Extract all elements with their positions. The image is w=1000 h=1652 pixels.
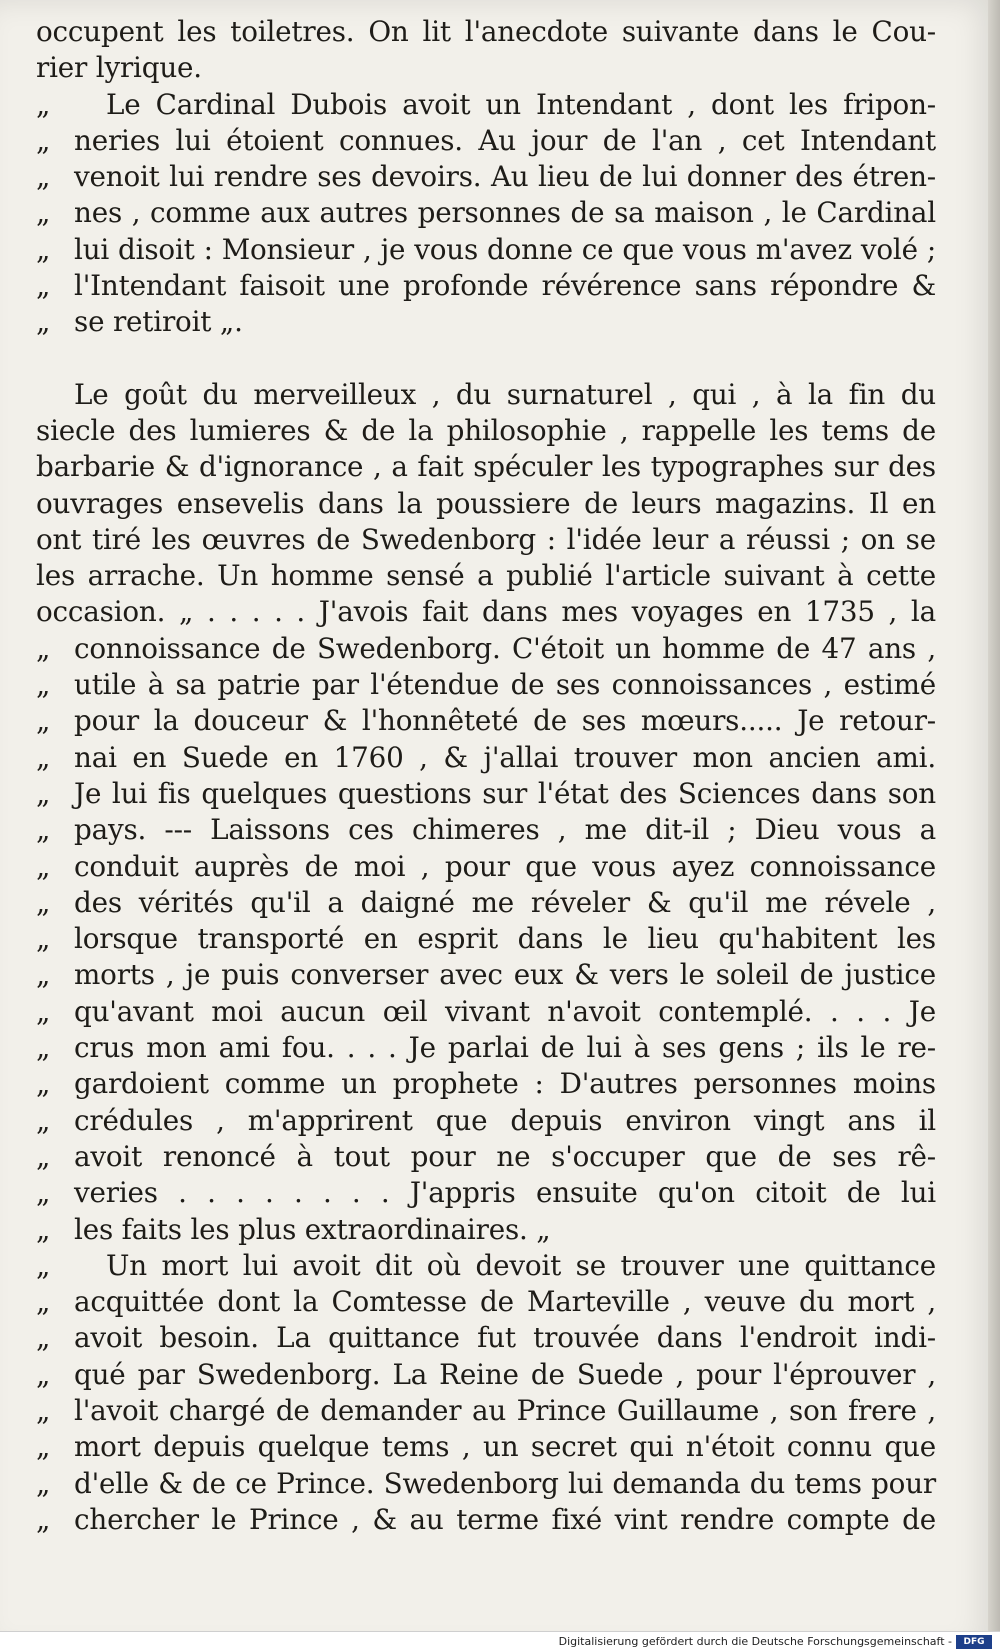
text-line [36,594,936,630]
line-text: pays. --- Laissons ces chimeres , me dit-il ; Dieu vous a [74,813,936,847]
quote-mark: „ [36,269,51,303]
line-text: qué par Swedenborg. La Reine de Suede , pour l'éprouver , [74,1357,936,1391]
text-line [36,1357,936,1393]
quote-mark: „ [36,87,51,121]
quote-mark: „ [36,631,51,665]
line-text: pour la douceur & l'honnêteté de ses mœurs..... Je retour- [74,704,936,738]
line-text: occupent les toiletres. On lit l'anecdote suivante dans le Cou- [36,15,936,48]
quote-mark: „ [36,1212,51,1246]
line-text: venoit lui rendre ses devoirs. Au lieu de lui donner des étren- [74,160,936,194]
quote-mark: „ [36,813,51,847]
line-text: l'Intendant faisoit une profonde révérence sans répondre & [74,269,936,303]
text-line [36,522,936,558]
quote-mark: „ [36,668,51,702]
line-text: chercher le Prince , & au terme fixé vint rendre compte de [74,1502,936,1536]
page-edge-shadow [988,0,1000,1651]
text-line [36,449,936,485]
quote-mark: „ [36,305,51,339]
footer-credit-text: Digitalisierung gefördert durch die Deutsche Forschungsgemeinschaft - [558,1635,952,1648]
text-line [36,558,936,594]
line-text: neries lui étoient connues. Au jour de l'an , cet Intendant [74,123,936,157]
page-text-block [36,14,936,1538]
quote-mark: „ [36,740,51,774]
quote-mark: „ [36,160,51,194]
text-line [36,123,936,159]
quote-mark: „ [36,196,51,230]
line-text: mort depuis quelque tems , un secret qui n'étoit connu que [74,1430,936,1464]
line-text: rier lyrique. [36,51,202,85]
text-line [36,703,936,739]
text-line [36,377,936,413]
text-line [36,14,936,50]
line-text: siecle des lumieres & de la philosophie , rappelle les tems de [36,413,936,447]
text-line [36,849,936,885]
text-line [36,776,936,812]
line-text: occasion. „ . . . . . J'avois fait dans mes voyages en 1735 , la [36,595,936,629]
line-text: lui disoit : Monsieur , je vous donne ce que vous m'avez volé ; [74,232,936,266]
line-text: se retiroit „. [74,305,243,339]
quote-mark: „ [36,849,51,883]
quote-mark: „ [36,776,51,810]
line-text: avoit renoncé à tout pour ne s'occuper que de ses rê- [74,1139,936,1173]
text-line [36,195,936,231]
text-line [36,50,936,86]
line-text: les arrache. Un homme sensé a publié l'article suivant à cette [36,559,936,593]
text-line [36,1248,936,1284]
text-line [36,1466,936,1502]
text-line [36,740,936,776]
line-text: veries . . . . . . . . J'appris ensuite qu'on citoit de lui [74,1176,936,1210]
quote-mark: „ [36,922,51,956]
quote-mark: „ [36,1031,51,1065]
line-text: Le goût du merveilleux , du surnaturel , qui , à la fin du [74,377,936,411]
text-line [36,994,936,1030]
quote-mark: „ [36,123,51,157]
text-line [36,232,936,268]
line-text: nes , comme aux autres personnes de sa maison , le Cardinal [74,196,936,230]
text-line [36,1320,936,1356]
line-text: ont tiré les œuvres de Swedenborg : l'idée leur a réussi ; on se [36,522,936,556]
text-line [36,1030,936,1066]
line-text: morts , je puis converser avec eux & vers le soleil de justice [74,958,936,992]
digitization-footer [0,1631,1000,1652]
line-text: conduit auprès de moi , pour que vous ayez connoissance [74,849,936,883]
text-line [36,1393,936,1429]
text-line [36,1212,936,1248]
line-text: nai en Suede en 1760 , & j'allai trouver mon ancien ami. [74,740,936,774]
line-text: Le Cardinal Dubois avoit un Intendant , dont les fripon- [106,87,936,121]
line-text: des vérités qu'il a daigné me réveler & qu'il me révele , [74,885,936,919]
paragraph-gap [36,341,936,377]
quote-mark: „ [36,1466,51,1500]
line-text: crus mon ami fou. . . . Je parlai de lui à ses gens ; ils le re- [74,1031,936,1065]
line-text: les faits les plus extraordinaires. „ [74,1212,551,1246]
line-text: d'elle & de ce Prince. Swedenborg lui demanda du tems pour [74,1466,936,1500]
text-line [36,1284,936,1320]
quote-mark: „ [36,994,51,1028]
text-line [36,631,936,667]
text-line [36,1066,936,1102]
line-text: qu'avant moi aucun œil vivant n'avoit contemplé. . . . Je [74,994,936,1028]
text-line [36,268,936,304]
line-text: ouvrages ensevelis dans la poussiere de leurs magazins. Il en [36,486,936,520]
text-line [36,1502,936,1538]
dfg-logo: DFG [956,1635,992,1649]
line-text: crédules , m'apprirent que depuis environ vingt ans il [74,1103,936,1137]
quote-mark: „ [36,1321,51,1355]
quote-mark: „ [36,1285,51,1319]
text-line [36,1175,936,1211]
text-line [36,885,936,921]
quote-mark: „ [36,704,51,738]
text-line [36,812,936,848]
line-text: lorsque transporté en esprit dans le lieu qu'habitent les [74,922,936,956]
text-line [36,921,936,957]
line-text: utile à sa patrie par l'étendue de ses connoissances , estimé [74,668,936,702]
line-text: l'avoit chargé de demander au Prince Guillaume , son frere , [74,1393,936,1427]
line-text: acquittée dont la Comtesse de Marteville , veuve du mort , [74,1285,936,1319]
quote-mark: „ [36,885,51,919]
line-text: Je lui fis quelques questions sur l'état des Sciences dans son [74,776,936,810]
quote-mark: „ [36,1430,51,1464]
text-line [36,1103,936,1139]
text-line [36,413,936,449]
quote-mark: „ [36,1103,51,1137]
quote-mark: „ [36,958,51,992]
quote-mark: „ [36,1502,51,1536]
line-text: Un mort lui avoit dit où devoit se trouver une quittance [106,1248,936,1282]
quote-mark: „ [36,1139,51,1173]
text-line [36,667,936,703]
line-text: avoit besoin. La quittance fut trouvée dans l'endroit indi- [74,1321,936,1355]
quote-mark: „ [36,1357,51,1391]
quote-mark: „ [36,1248,51,1282]
line-text: gardoient comme un prophete : D'autres personnes moins [74,1067,936,1101]
quote-mark: „ [36,1176,51,1210]
text-line [36,304,936,340]
text-line [36,87,936,123]
quote-mark: „ [36,1393,51,1427]
text-line [36,486,936,522]
line-text: connoissance de Swedenborg. C'étoit un homme de 47 ans , [74,631,936,665]
text-line [36,159,936,195]
quote-mark: „ [36,232,51,266]
text-line [36,1139,936,1175]
line-text: barbarie & d'ignorance , a fait spéculer les typographes sur des [36,450,936,484]
text-line [36,1429,936,1465]
text-line [36,957,936,993]
quote-mark: „ [36,1067,51,1101]
